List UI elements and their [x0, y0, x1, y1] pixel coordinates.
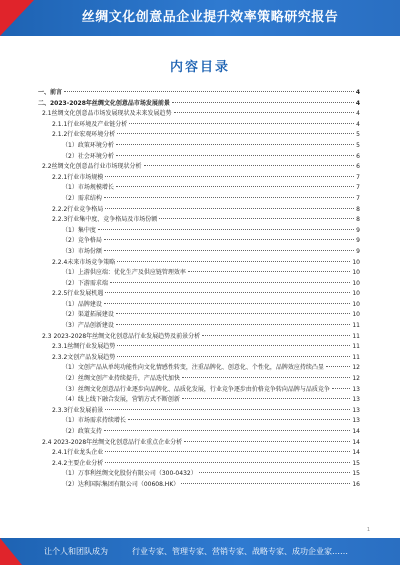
toc-entry-label: 2.1丝绸文化创意品市场发展现状及未来发展趋势 [42, 110, 172, 118]
toc-leader-dots [105, 451, 350, 452]
toc-entry[interactable] [38, 215, 360, 226]
toc-entry-label: （4）线上线下融合发展，营销方式不断创新 [62, 396, 180, 404]
toc-leader-dots [105, 176, 354, 177]
report-title: 丝绸文化创意品企业提升效率策略研究报告 [81, 10, 339, 25]
toc-leader-dots [181, 483, 350, 484]
toc-entry[interactable] [38, 469, 360, 480]
toc-entry-page: 10 [352, 258, 360, 266]
toc-entry[interactable] [38, 480, 360, 491]
toc-entry[interactable] [38, 205, 360, 216]
toc-leader-dots [105, 208, 354, 209]
toc-entry-page: 10 [352, 300, 360, 308]
toc-entry-label: 2.2.1行业市场规模 [52, 173, 104, 181]
footer-banner [0, 538, 400, 565]
toc-entry-page: 12 [352, 364, 360, 372]
toc-leader-dots [188, 271, 351, 272]
toc-leader-dots [182, 398, 351, 399]
toc-leader-dots [202, 335, 350, 336]
toc-entry-page: 14 [352, 428, 360, 435]
toc-entry-label: （1）政策环境分析 [62, 141, 114, 149]
toc-entry-label: （3）丝绸文化创意品行业逐步向品牌化、品质化发展，行业竞争逐步由价格竞争转向品牌与品质竞争 [62, 385, 330, 393]
toc-entry-page: 10 [352, 279, 360, 287]
toc-entry-page: 11 [352, 343, 360, 351]
toc-entry-label: （1）集中度 [62, 226, 96, 234]
toc-entry-page: 11 [352, 322, 360, 330]
toc-entry-label: 2.3 2023-2028年丝绸文化创意品行业发展趋势及前景分析 [42, 332, 201, 340]
toc-leader-dots [174, 112, 355, 113]
toc-entry[interactable] [38, 268, 360, 279]
toc-leader-dots [159, 218, 354, 219]
toc-entry-page: 8 [356, 216, 360, 224]
toc-entry-page: 5 [356, 141, 360, 149]
toc-entry[interactable] [38, 152, 360, 163]
toc-entry-page: 14 [352, 449, 360, 457]
toc-leader-dots [182, 377, 351, 378]
toc-entry[interactable] [38, 88, 360, 99]
toc-entry[interactable] [38, 385, 360, 396]
toc-entry[interactable] [38, 416, 360, 427]
toc-entry-page: 15 [352, 459, 360, 467]
toc-entry[interactable] [38, 99, 360, 110]
toc-entry-label: （1）市场规模增长 [62, 184, 114, 192]
toc-entry[interactable] [38, 374, 360, 385]
toc-entry-page: 12 [352, 375, 360, 383]
toc-entry-page: 10 [352, 311, 360, 319]
toc-entry-label: 2.2.3行业集中度、竞争格局及市场份额 [52, 216, 158, 224]
toc-entry-label: 2.4.2主要企业分析 [52, 459, 104, 467]
toc-leader-dots [116, 144, 354, 145]
toc-entry-label: 二、2023-2028年丝绸文化创意品市场发展前景 [38, 99, 170, 107]
toc-entry-label: （2）渠道拓展建设 [62, 311, 114, 319]
toc-entry-label: （1）上游供应端：优化生产及供应链管理效率 [62, 269, 186, 277]
toc-leader-dots [104, 239, 354, 240]
toc-leader-dots [332, 388, 351, 389]
toc-entry-page: 11 [352, 332, 360, 340]
toc-entry-page: 7 [356, 184, 360, 192]
toc-entry-label: 2.2.5行业发展机遇 [52, 290, 104, 298]
toc-leader-dots [104, 430, 351, 431]
toc-leader-dots [116, 324, 351, 325]
toc-entry[interactable] [38, 279, 360, 290]
footer-slogan-right: 行业专家、管理专家、营销专家、战略专家、成功企业家…… [132, 547, 348, 556]
toc-entry-page: 13 [352, 406, 360, 414]
toc-entry[interactable] [38, 459, 360, 470]
toc-entry-label: （2）社会环境分析 [62, 152, 114, 160]
toc-leader-dots [105, 292, 350, 293]
toc-entry-label: （2）丝绸文创产业持续提升，产品迭代加快 [62, 375, 180, 383]
toc-entry-page: 9 [356, 226, 360, 234]
toc-entry[interactable] [38, 395, 360, 406]
toc-entry-label: （3）市场份额 [62, 247, 102, 255]
toc-leader-dots [129, 123, 354, 124]
toc-entry-page: 4 [355, 89, 360, 96]
toc-entry-label: （2）政策支持 [62, 428, 102, 435]
toc-entry-label: （1）文创产品从单纯功能性向文化情感性转变，注重品牌化、创意化、个性化，品牌效应持续凸显 [62, 364, 324, 372]
toc-entry-label: 2.3.1丝绸行业发展趋势 [52, 343, 116, 351]
toc-leader-dots [104, 197, 354, 198]
toc-entry-label: 2.3.2文创产品发展趋势 [52, 353, 116, 361]
toc-entry-page: 4 [356, 120, 360, 128]
toc-entry-page: 4 [355, 99, 360, 107]
toc-entry-label: 2.4 2023-2028年丝绸文化创意品行业重点企业分析 [42, 438, 183, 446]
toc-entry[interactable] [38, 141, 360, 152]
toc-entry[interactable] [38, 342, 360, 353]
toc-entry-label: 2.2.2行业竞争格局 [52, 205, 104, 213]
toc-entry-page: 5 [356, 131, 360, 139]
toc-entry-page: 16 [352, 480, 360, 488]
toc-leader-dots [104, 250, 354, 251]
toc-leader-dots [117, 133, 354, 134]
toc-leader-dots [117, 261, 350, 262]
toc-entry-page: 6 [356, 152, 360, 160]
toc-entry-page: 10 [352, 290, 360, 298]
page-marker: 1 [366, 527, 370, 533]
toc-entry[interactable] [38, 448, 360, 459]
toc-entry-label: （2）需求结构 [62, 194, 102, 202]
toc-entry-label: 2.2.4未来市场竞争策略 [52, 258, 116, 266]
toc-entry[interactable] [38, 173, 360, 184]
toc-entry-label: （1）市场需求持续增长 [62, 417, 126, 425]
toc-entry[interactable] [38, 236, 360, 247]
toc-leader-dots [116, 155, 354, 156]
toc-entry[interactable] [38, 109, 360, 120]
toc-entry-page: 7 [356, 194, 360, 202]
toc-entry-page: 15 [352, 470, 360, 478]
toc-entry[interactable] [38, 183, 360, 194]
toc-entry[interactable] [38, 226, 360, 237]
toc-entry[interactable] [38, 300, 360, 311]
toc-entry[interactable] [38, 289, 360, 300]
toc-leader-dots [172, 102, 354, 103]
toc-entry[interactable] [38, 247, 360, 258]
toc-entry-page: 13 [352, 396, 360, 404]
toc-leader-dots [184, 441, 350, 442]
toc-entry[interactable] [38, 162, 360, 173]
toc-leader-dots [98, 229, 354, 230]
toc-entry-label: （2）达利国际集团有限公司（00608.HK） [62, 480, 180, 488]
toc-entry-label: 2.3.3行业发展前景 [52, 406, 104, 414]
toc-leader-dots [110, 282, 351, 283]
toc-entry-page: 6 [356, 163, 360, 171]
toc-entry[interactable] [38, 332, 360, 343]
toc-entry-label: 2.2丝绸文化创意品行业市场现状分析 [42, 163, 142, 171]
table-of-contents [38, 88, 360, 491]
toc-entry-label: 2.4.1行业龙头企业 [52, 449, 104, 457]
toc-entry-page: 8 [356, 205, 360, 213]
toc-entry-label: （1）万事利丝绸文化股份有限公司（300-0432） [62, 470, 197, 478]
toc-leader-dots [326, 366, 351, 367]
toc-entry-page: 13 [352, 385, 360, 393]
toc-entry[interactable] [38, 130, 360, 141]
toc-entry-page: 4 [356, 110, 360, 118]
toc-entry-label: 2.1.1行业环境及产业链分析 [52, 120, 128, 128]
toc-leader-dots [104, 303, 351, 304]
toc-entry-label: （2）竞争格局 [62, 237, 102, 245]
toc-entry-page: 14 [352, 438, 360, 446]
toc-entry[interactable] [38, 353, 360, 364]
toc-entry-page: 7 [356, 173, 360, 181]
toc-entry-page: 10 [352, 269, 360, 277]
toc-leader-dots [199, 472, 351, 473]
header-banner [0, 0, 400, 36]
toc-entry-page: 9 [356, 247, 360, 255]
toc-entry[interactable] [38, 258, 360, 269]
toc-entry[interactable] [38, 363, 360, 374]
footer-slogan-left: 让个人和团队成为 [44, 547, 108, 556]
toc-entry[interactable] [38, 120, 360, 131]
toc-leader-dots [144, 165, 355, 166]
toc-leader-dots [105, 409, 350, 410]
toc-entry-label: （1）品牌建设 [62, 300, 102, 308]
toc-entry-label: （2）下游需求端 [62, 279, 108, 287]
toc-entry-page: 13 [352, 417, 360, 425]
toc-leader-dots [116, 186, 354, 187]
toc-entry-label: （3）产品创新建设 [62, 322, 114, 330]
toc-leader-dots [64, 91, 354, 92]
banner-red-corner [0, 0, 34, 36]
toc-entry-page: 11 [352, 353, 360, 361]
toc-entry[interactable] [38, 427, 360, 438]
toc-entry[interactable] [38, 438, 360, 449]
toc-leader-dots [117, 345, 350, 346]
toc-entry[interactable] [38, 321, 360, 332]
toc-heading: 内容目录 [169, 60, 230, 75]
toc-entry[interactable] [38, 310, 360, 321]
toc-entry[interactable] [38, 194, 360, 205]
toc-leader-dots [128, 419, 351, 420]
footer-red-stripe [0, 538, 22, 565]
toc-leader-dots [117, 356, 350, 357]
toc-entry[interactable] [38, 406, 360, 417]
toc-entry-label: 一、前言 [38, 89, 63, 96]
toc-leader-dots [116, 313, 351, 314]
toc-entry-label: 2.1.2行业宏观环境分析 [52, 131, 116, 139]
toc-leader-dots [105, 462, 350, 463]
toc-entry-page: 9 [356, 237, 360, 245]
